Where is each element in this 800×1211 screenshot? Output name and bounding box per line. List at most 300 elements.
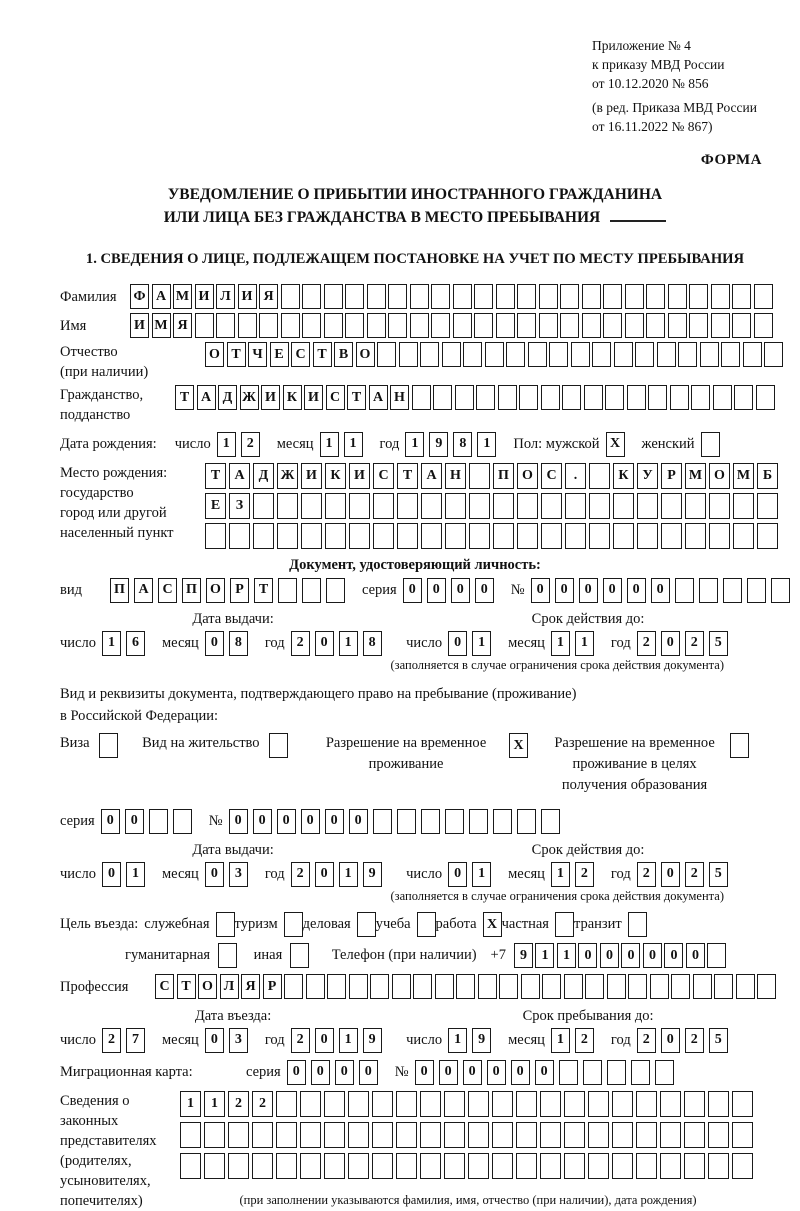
char-box[interactable] — [506, 342, 525, 367]
char-box[interactable]: 6 — [126, 631, 145, 656]
char-box[interactable] — [281, 284, 300, 309]
char-box[interactable] — [301, 493, 322, 519]
char-box[interactable]: К — [283, 385, 302, 410]
char-box[interactable]: М — [733, 463, 754, 489]
char-box[interactable]: Е — [205, 493, 226, 519]
char-box[interactable]: Л — [220, 974, 239, 999]
char-box[interactable]: 1 — [405, 432, 424, 457]
char-box[interactable] — [420, 342, 439, 367]
char-box[interactable]: М — [173, 284, 192, 309]
char-box[interactable]: И — [261, 385, 280, 410]
char-box[interactable] — [421, 523, 442, 549]
char-box[interactable] — [410, 313, 429, 338]
char-box[interactable]: С — [541, 463, 562, 489]
char-box[interactable] — [636, 1153, 657, 1179]
char-box[interactable]: О — [206, 578, 225, 603]
birth-place-field-row2[interactable] — [205, 493, 781, 519]
char-box[interactable] — [764, 342, 783, 367]
char-box[interactable] — [521, 974, 540, 999]
char-box[interactable]: А — [229, 463, 250, 489]
char-box[interactable] — [528, 342, 547, 367]
char-box[interactable]: С — [155, 974, 174, 999]
char-box[interactable]: 1 — [339, 631, 358, 656]
profession-field[interactable] — [155, 974, 779, 999]
char-box[interactable] — [588, 1153, 609, 1179]
char-box[interactable] — [218, 943, 237, 968]
phone-field[interactable] — [514, 943, 729, 968]
char-box[interactable]: 0 — [102, 862, 121, 887]
char-box[interactable]: Т — [175, 385, 194, 410]
birth-place-field-row3[interactable] — [205, 523, 781, 549]
char-box[interactable] — [300, 1091, 321, 1117]
char-box[interactable]: 2 — [575, 1028, 594, 1053]
char-box[interactable] — [453, 284, 472, 309]
char-box[interactable]: 2 — [228, 1091, 249, 1117]
stay-month[interactable] — [551, 1028, 599, 1053]
char-box[interactable]: 0 — [463, 1060, 482, 1085]
char-box[interactable] — [732, 1153, 753, 1179]
char-box[interactable]: 0 — [448, 631, 467, 656]
char-box[interactable]: 2 — [575, 862, 594, 887]
char-box[interactable] — [300, 1153, 321, 1179]
char-box[interactable]: Ф — [130, 284, 149, 309]
char-box[interactable] — [519, 385, 538, 410]
char-box[interactable]: 1 — [557, 943, 576, 968]
representatives-field-row2[interactable] — [180, 1122, 756, 1148]
char-box[interactable]: 0 — [335, 1060, 354, 1085]
char-box[interactable] — [539, 284, 558, 309]
char-box[interactable]: 0 — [415, 1060, 434, 1085]
char-box[interactable] — [281, 313, 300, 338]
char-box[interactable]: 0 — [229, 809, 248, 834]
char-box[interactable]: Р — [230, 578, 249, 603]
char-box[interactable] — [589, 463, 610, 489]
option-visa-checkbox[interactable] — [90, 733, 121, 758]
char-box[interactable] — [711, 284, 730, 309]
purpose-transit-checkbox[interactable] — [628, 912, 647, 937]
representatives-field-row3[interactable] — [180, 1153, 756, 1179]
char-box[interactable] — [583, 1060, 602, 1085]
char-box[interactable] — [397, 493, 418, 519]
char-box[interactable] — [413, 974, 432, 999]
char-box[interactable]: Б — [757, 463, 778, 489]
char-box[interactable] — [685, 493, 706, 519]
char-box[interactable]: 0 — [101, 809, 120, 834]
char-box[interactable] — [565, 493, 586, 519]
char-box[interactable] — [373, 523, 394, 549]
char-box[interactable]: Л — [216, 284, 235, 309]
char-box[interactable]: X — [509, 733, 528, 758]
char-box[interactable] — [204, 1153, 225, 1179]
char-box[interactable]: 0 — [287, 1060, 306, 1085]
char-box[interactable]: В — [334, 342, 353, 367]
char-box[interactable] — [278, 578, 297, 603]
char-box[interactable] — [637, 523, 658, 549]
char-box[interactable]: 7 — [126, 1028, 145, 1053]
char-box[interactable] — [700, 342, 719, 367]
char-box[interactable] — [603, 284, 622, 309]
char-box[interactable] — [498, 385, 517, 410]
birth-month-field[interactable] — [320, 432, 368, 457]
char-box[interactable]: Я — [259, 284, 278, 309]
char-box[interactable] — [253, 493, 274, 519]
char-box[interactable]: С — [291, 342, 310, 367]
char-box[interactable] — [493, 523, 514, 549]
char-box[interactable] — [229, 523, 250, 549]
char-box[interactable] — [627, 385, 646, 410]
purpose-other-checkbox[interactable] — [290, 943, 312, 968]
identity-expiry-day[interactable] — [448, 631, 496, 656]
char-box[interactable] — [238, 313, 257, 338]
char-box[interactable]: У — [637, 463, 658, 489]
char-box[interactable] — [540, 1122, 561, 1148]
char-box[interactable] — [732, 284, 751, 309]
option-residence-permit[interactable] — [142, 733, 290, 796]
char-box[interactable] — [468, 1091, 489, 1117]
char-box[interactable] — [468, 1153, 489, 1179]
char-box[interactable] — [517, 523, 538, 549]
char-box[interactable] — [324, 1153, 345, 1179]
char-box[interactable]: 5 — [709, 1028, 728, 1053]
char-box[interactable] — [420, 1153, 441, 1179]
char-box[interactable] — [555, 912, 574, 937]
char-box[interactable] — [756, 385, 775, 410]
char-box[interactable] — [420, 1091, 441, 1117]
char-box[interactable] — [345, 313, 364, 338]
char-box[interactable]: 0 — [277, 809, 296, 834]
char-box[interactable] — [516, 1153, 537, 1179]
char-box[interactable]: Т — [397, 463, 418, 489]
sex-female-checkbox[interactable] — [701, 432, 725, 457]
char-box[interactable] — [397, 523, 418, 549]
char-box[interactable] — [463, 342, 482, 367]
char-box[interactable] — [588, 1122, 609, 1148]
char-box[interactable] — [469, 809, 488, 834]
char-box[interactable] — [708, 1122, 729, 1148]
char-box[interactable]: И — [301, 463, 322, 489]
char-box[interactable] — [603, 313, 622, 338]
char-box[interactable] — [327, 974, 346, 999]
purpose-official-checkbox[interactable] — [216, 912, 235, 937]
char-box[interactable] — [499, 974, 518, 999]
char-box[interactable] — [492, 1091, 513, 1117]
char-box[interactable] — [771, 578, 790, 603]
char-box[interactable] — [216, 912, 235, 937]
char-box[interactable]: 3 — [229, 1028, 248, 1053]
char-box[interactable] — [455, 385, 474, 410]
char-box[interactable]: Ж — [240, 385, 259, 410]
char-box[interactable] — [300, 1122, 321, 1148]
char-box[interactable]: Д — [253, 463, 274, 489]
char-box[interactable]: С — [326, 385, 345, 410]
entry-day[interactable] — [102, 1028, 150, 1053]
char-box[interactable]: 1 — [575, 631, 594, 656]
char-box[interactable]: 2 — [685, 1028, 704, 1053]
char-box[interactable] — [628, 974, 647, 999]
char-box[interactable] — [708, 1153, 729, 1179]
char-box[interactable]: 2 — [291, 1028, 310, 1053]
identity-expiry-month[interactable] — [551, 631, 599, 656]
char-box[interactable] — [711, 313, 730, 338]
char-box[interactable] — [613, 493, 634, 519]
char-box[interactable] — [421, 809, 440, 834]
char-box[interactable] — [493, 809, 512, 834]
char-box[interactable] — [345, 284, 364, 309]
char-box[interactable] — [721, 342, 740, 367]
char-box[interactable]: 0 — [311, 1060, 330, 1085]
char-box[interactable]: 0 — [578, 943, 597, 968]
char-box[interactable]: О — [198, 974, 217, 999]
char-box[interactable] — [625, 284, 644, 309]
char-box[interactable] — [370, 974, 389, 999]
char-box[interactable] — [444, 1091, 465, 1117]
char-box[interactable] — [517, 493, 538, 519]
char-box[interactable]: 0 — [125, 809, 144, 834]
char-box[interactable] — [736, 974, 755, 999]
char-box[interactable] — [743, 342, 762, 367]
char-box[interactable]: И — [304, 385, 323, 410]
char-box[interactable]: X — [483, 912, 502, 937]
char-box[interactable] — [442, 342, 461, 367]
char-box[interactable] — [605, 385, 624, 410]
char-box[interactable]: 0 — [253, 809, 272, 834]
char-box[interactable]: 0 — [511, 1060, 530, 1085]
char-box[interactable]: Ч — [248, 342, 267, 367]
char-box[interactable] — [684, 1153, 705, 1179]
char-box[interactable] — [660, 1153, 681, 1179]
char-box[interactable] — [693, 974, 712, 999]
char-box[interactable] — [754, 284, 773, 309]
char-box[interactable]: 8 — [453, 432, 472, 457]
char-box[interactable] — [306, 974, 325, 999]
residence-issue-month[interactable] — [205, 862, 253, 887]
purpose-tourism-checkbox[interactable] — [284, 912, 303, 937]
char-box[interactable] — [562, 385, 581, 410]
char-box[interactable] — [469, 493, 490, 519]
char-box[interactable]: 8 — [229, 631, 248, 656]
char-box[interactable]: 0 — [315, 1028, 334, 1053]
char-box[interactable] — [357, 912, 376, 937]
char-box[interactable] — [631, 1060, 650, 1085]
char-box[interactable] — [228, 1153, 249, 1179]
char-box[interactable] — [349, 523, 370, 549]
char-box[interactable] — [564, 1153, 585, 1179]
char-box[interactable] — [180, 1122, 201, 1148]
char-box[interactable] — [730, 733, 749, 758]
char-box[interactable] — [284, 974, 303, 999]
char-box[interactable] — [708, 1091, 729, 1117]
char-box[interactable] — [635, 342, 654, 367]
purpose-study-checkbox[interactable] — [417, 912, 436, 937]
char-box[interactable] — [757, 493, 778, 519]
char-box[interactable]: Т — [313, 342, 332, 367]
char-box[interactable] — [445, 493, 466, 519]
citizenship-field[interactable] — [175, 385, 777, 410]
char-box[interactable]: 0 — [579, 578, 598, 603]
char-box[interactable] — [625, 313, 644, 338]
char-box[interactable] — [541, 493, 562, 519]
char-box[interactable] — [252, 1153, 273, 1179]
residence-issue-day[interactable] — [102, 862, 150, 887]
char-box[interactable]: Н — [390, 385, 409, 410]
char-box[interactable] — [516, 1091, 537, 1117]
char-box[interactable] — [657, 342, 676, 367]
char-box[interactable] — [392, 974, 411, 999]
char-box[interactable] — [276, 1153, 297, 1179]
char-box[interactable]: 1 — [102, 631, 121, 656]
char-box[interactable] — [252, 1122, 273, 1148]
char-box[interactable] — [714, 974, 733, 999]
char-box[interactable]: 0 — [535, 1060, 554, 1085]
char-box[interactable] — [565, 523, 586, 549]
char-box[interactable]: 0 — [603, 578, 622, 603]
char-box[interactable] — [734, 385, 753, 410]
char-box[interactable]: 0 — [325, 809, 344, 834]
char-box[interactable]: И — [349, 463, 370, 489]
char-box[interactable] — [757, 974, 776, 999]
char-box[interactable] — [540, 1153, 561, 1179]
char-box[interactable] — [582, 284, 601, 309]
char-box[interactable]: 0 — [349, 809, 368, 834]
char-box[interactable]: 2 — [637, 631, 656, 656]
char-box[interactable] — [388, 313, 407, 338]
char-box[interactable]: 5 — [709, 862, 728, 887]
char-box[interactable]: 0 — [643, 943, 662, 968]
char-box[interactable] — [636, 1122, 657, 1148]
identity-number-field[interactable] — [531, 578, 795, 603]
char-box[interactable] — [689, 284, 708, 309]
char-box[interactable] — [516, 1122, 537, 1148]
char-box[interactable] — [301, 523, 322, 549]
char-box[interactable] — [372, 1122, 393, 1148]
char-box[interactable]: 0 — [531, 578, 550, 603]
char-box[interactable] — [646, 284, 665, 309]
char-box[interactable]: К — [613, 463, 634, 489]
identity-issue-month[interactable] — [205, 631, 253, 656]
char-box[interactable] — [349, 493, 370, 519]
char-box[interactable] — [372, 1091, 393, 1117]
char-box[interactable] — [277, 523, 298, 549]
char-box[interactable] — [388, 284, 407, 309]
char-box[interactable] — [444, 1153, 465, 1179]
purpose-business-checkbox[interactable] — [357, 912, 376, 937]
char-box[interactable] — [453, 313, 472, 338]
char-box[interactable] — [541, 385, 560, 410]
identity-issue-day[interactable] — [102, 631, 150, 656]
char-box[interactable] — [747, 578, 766, 603]
char-box[interactable] — [614, 342, 633, 367]
char-box[interactable] — [709, 493, 730, 519]
char-box[interactable]: 1 — [472, 862, 491, 887]
char-box[interactable]: 1 — [320, 432, 339, 457]
char-box[interactable] — [259, 313, 278, 338]
char-box[interactable]: 2 — [291, 862, 310, 887]
char-box[interactable] — [685, 523, 706, 549]
char-box[interactable] — [253, 523, 274, 549]
char-box[interactable]: 1 — [535, 943, 554, 968]
surname-field[interactable] — [130, 284, 775, 309]
char-box[interactable]: М — [685, 463, 706, 489]
char-box[interactable] — [421, 493, 442, 519]
char-box[interactable] — [492, 1122, 513, 1148]
char-box[interactable]: О — [709, 463, 730, 489]
char-box[interactable] — [699, 578, 718, 603]
char-box[interactable] — [349, 974, 368, 999]
char-box[interactable] — [628, 912, 647, 937]
char-box[interactable] — [444, 1122, 465, 1148]
char-box[interactable] — [713, 385, 732, 410]
char-box[interactable] — [592, 342, 611, 367]
char-box[interactable]: 0 — [403, 578, 422, 603]
char-box[interactable] — [195, 313, 214, 338]
identity-kind-field[interactable] — [110, 578, 350, 603]
char-box[interactable] — [410, 284, 429, 309]
mc-number-field[interactable] — [415, 1060, 679, 1085]
char-box[interactable] — [689, 313, 708, 338]
char-box[interactable] — [607, 1060, 626, 1085]
char-box[interactable]: X — [606, 432, 625, 457]
char-box[interactable] — [216, 313, 235, 338]
char-box[interactable] — [661, 523, 682, 549]
char-box[interactable] — [733, 523, 754, 549]
char-box[interactable] — [326, 578, 345, 603]
char-box[interactable]: 1 — [551, 631, 570, 656]
char-box[interactable] — [582, 313, 601, 338]
char-box[interactable]: 1 — [344, 432, 363, 457]
char-box[interactable]: А — [134, 578, 153, 603]
char-box[interactable] — [302, 578, 321, 603]
char-box[interactable]: О — [517, 463, 538, 489]
mc-series-field[interactable] — [287, 1060, 383, 1085]
char-box[interactable]: 2 — [637, 862, 656, 887]
char-box[interactable]: 2 — [685, 631, 704, 656]
char-box[interactable] — [733, 493, 754, 519]
option-temp-residence-education[interactable] — [549, 733, 752, 796]
char-box[interactable] — [277, 493, 298, 519]
char-box[interactable] — [276, 1091, 297, 1117]
char-box[interactable]: 5 — [709, 631, 728, 656]
char-box[interactable] — [431, 284, 450, 309]
char-box[interactable] — [648, 385, 667, 410]
residence-series-field[interactable] — [101, 809, 197, 834]
char-box[interactable]: 0 — [487, 1060, 506, 1085]
char-box[interactable]: 1 — [126, 862, 145, 887]
option-temp-residence-checkbox[interactable] — [500, 733, 531, 758]
char-box[interactable] — [701, 432, 720, 457]
birth-year-field[interactable] — [405, 432, 501, 457]
char-box[interactable] — [668, 284, 687, 309]
char-box[interactable] — [655, 1060, 674, 1085]
char-box[interactable]: 0 — [205, 862, 224, 887]
char-box[interactable]: Т — [205, 463, 226, 489]
char-box[interactable] — [540, 1091, 561, 1117]
char-box[interactable] — [205, 523, 226, 549]
char-box[interactable] — [541, 809, 560, 834]
char-box[interactable] — [468, 1122, 489, 1148]
char-box[interactable] — [302, 313, 321, 338]
sex-male-checkbox[interactable] — [606, 432, 630, 457]
char-box[interactable]: Я — [173, 313, 192, 338]
entry-year[interactable] — [291, 1028, 387, 1053]
char-box[interactable]: 2 — [637, 1028, 656, 1053]
char-box[interactable]: 1 — [339, 1028, 358, 1053]
char-box[interactable]: О — [205, 342, 224, 367]
char-box[interactable] — [290, 943, 309, 968]
char-box[interactable] — [517, 284, 536, 309]
char-box[interactable]: Р — [263, 974, 282, 999]
char-box[interactable]: 0 — [439, 1060, 458, 1085]
char-box[interactable] — [660, 1091, 681, 1117]
